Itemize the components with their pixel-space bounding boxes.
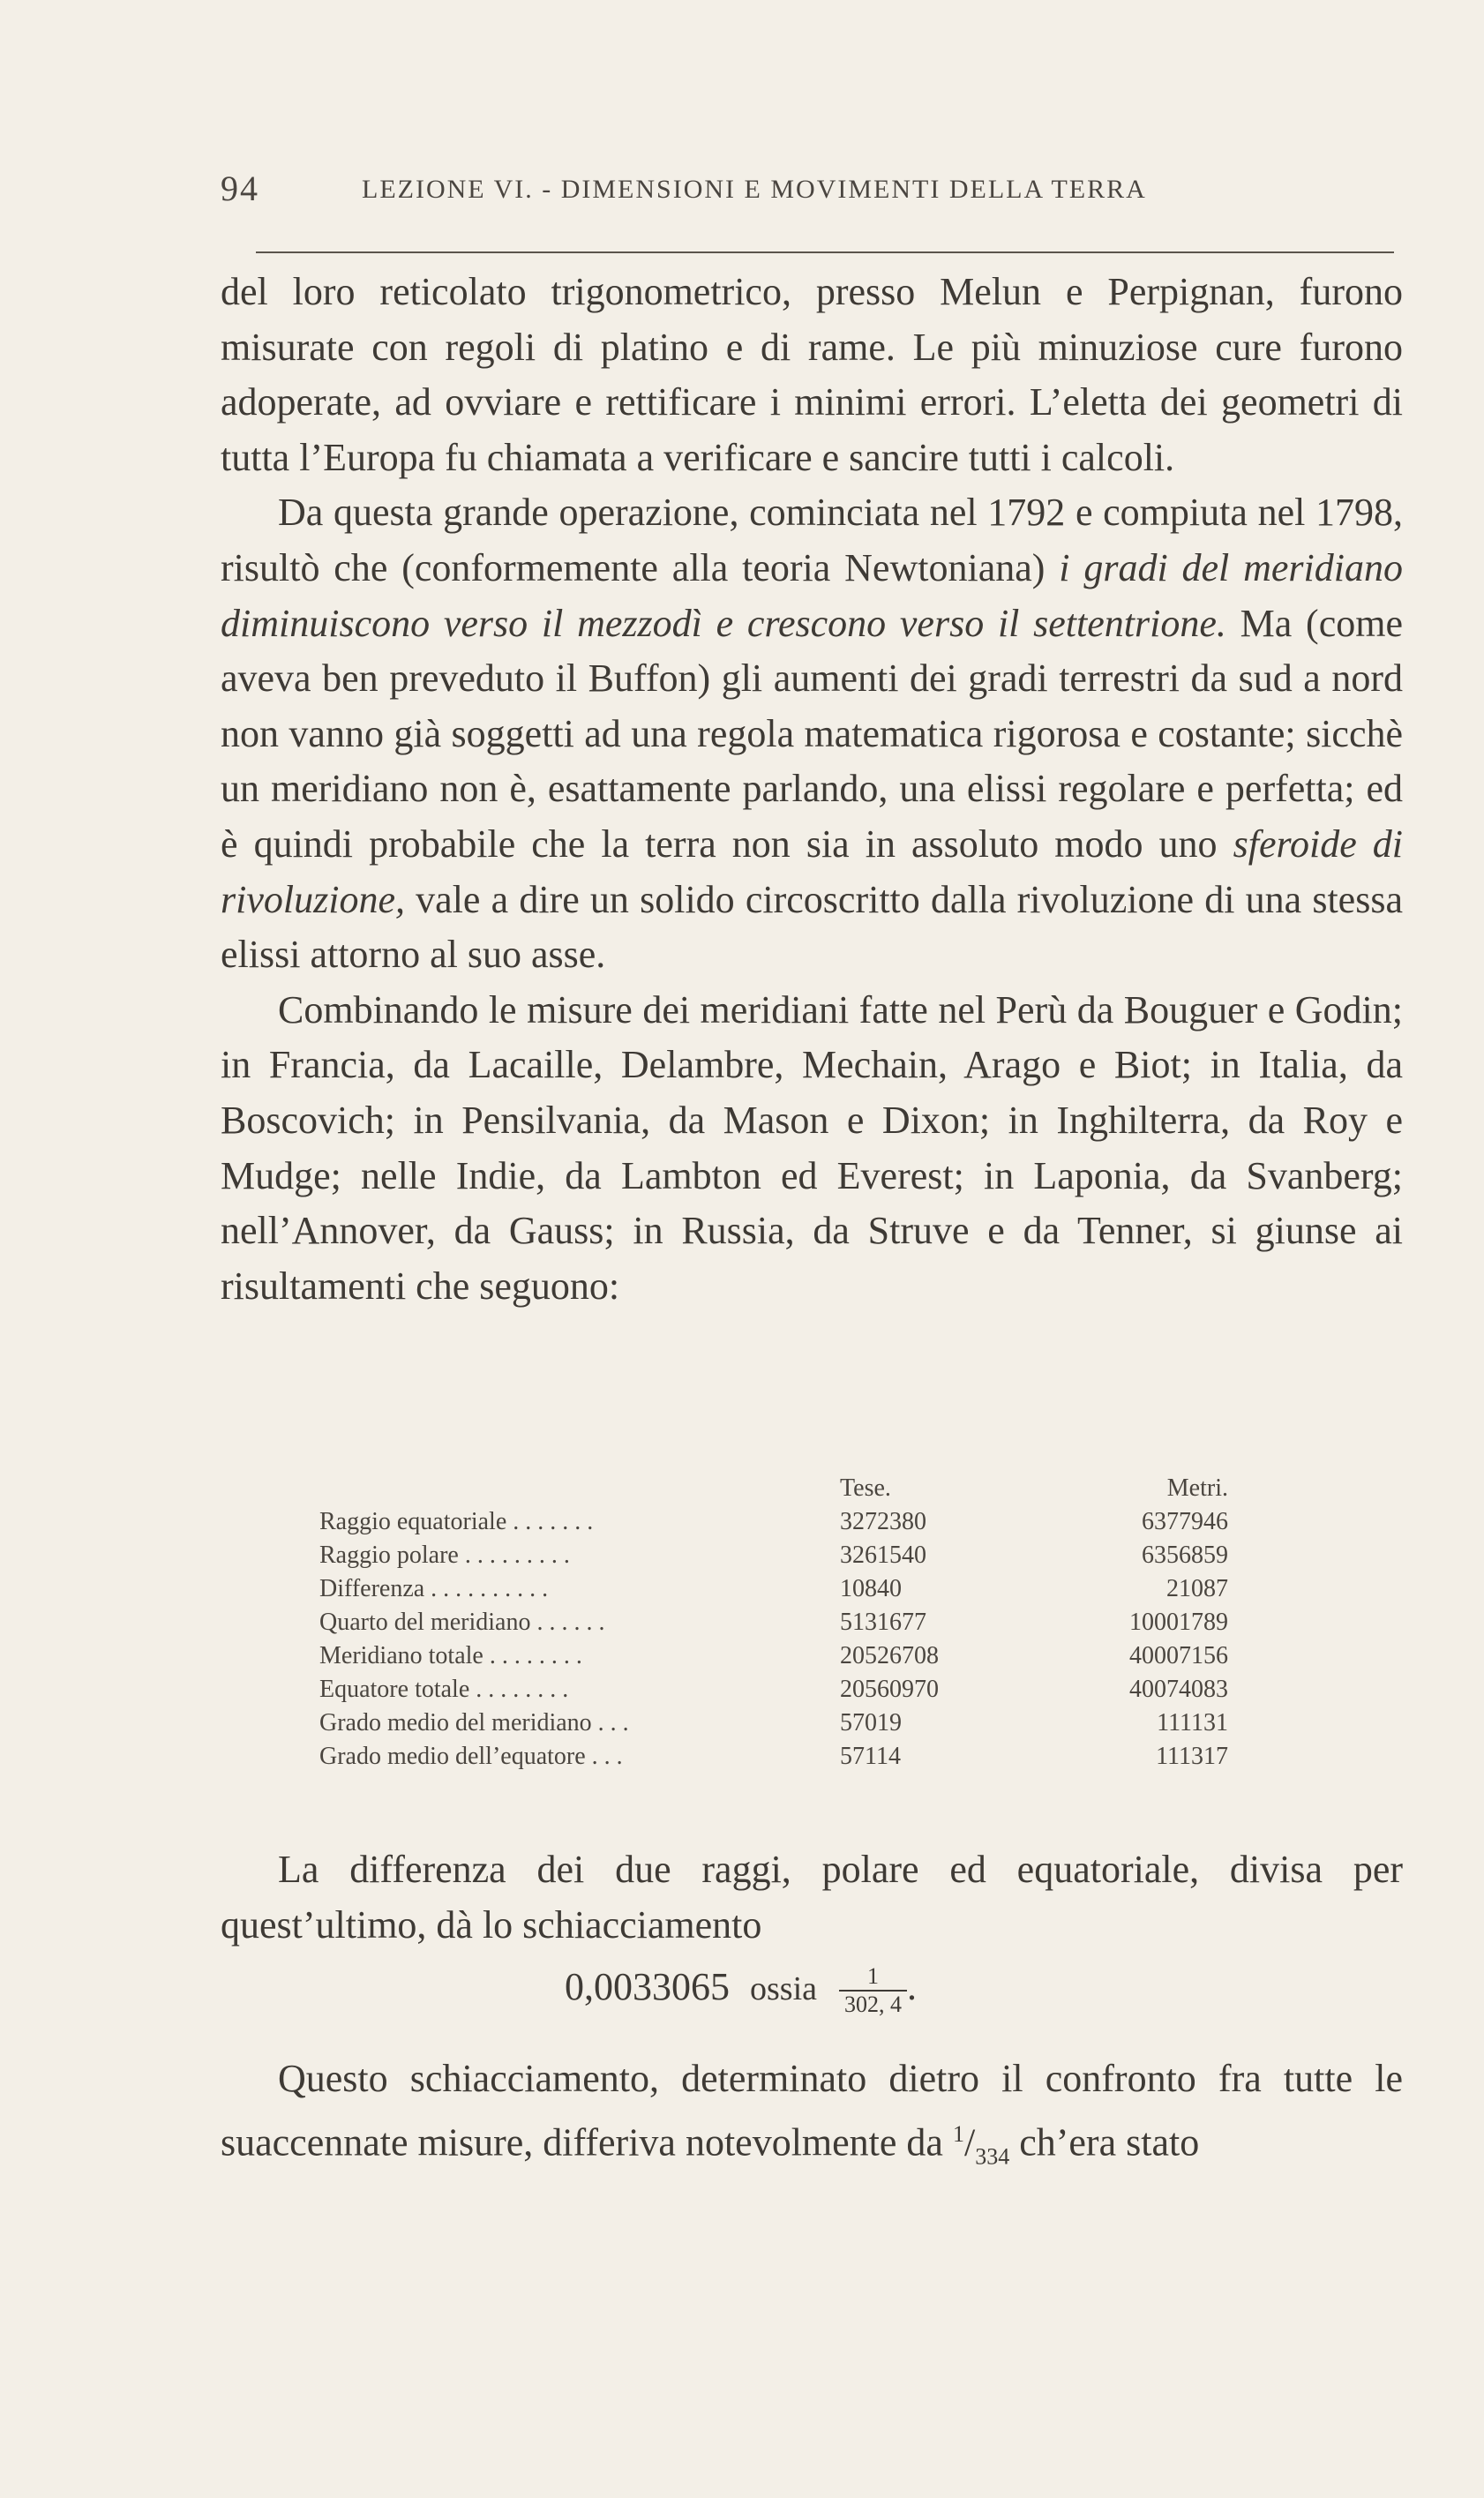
row-label: Quarto del meridiano . . . . . .	[319, 1609, 605, 1636]
row-tese: 57019	[840, 1709, 902, 1737]
paragraph-1: del loro reticolato trigonometrico, presso Melun e Perpignan, furono misurate con regoli di platino e di rame. Le più minuziose cure furono adoperate, ad ovviare e rettificare i minimi errori. L’eletta dei geometri di tutta l’Europa fu chiamata a verificare e sancire tutti i calcoli.	[221, 270, 1403, 479]
table-row	[319, 1673, 1228, 1707]
header-rule	[256, 251, 1394, 253]
row-tese: 20560970	[840, 1676, 939, 1703]
after-table-text	[221, 1842, 1403, 1953]
row-metri: 6356859	[1142, 1542, 1228, 1569]
row-tese: 57114	[840, 1743, 901, 1770]
row-label: Differenza . . . . . . . . . .	[319, 1575, 549, 1602]
paragraph-2-text-b: Ma (come aveva ben preveduto il Buffon) gli aumenti dei gradi terrestri da sud a nord non vanno già soggetti ad una regola matematica rigorosa e costante; sicchè un meridiano non è, esattamente parlando, una elissi regolare e perfetta; ed è quindi probabile che la terra non sia in assoluto modo uno	[221, 601, 1403, 866]
table-row	[319, 1606, 1228, 1639]
row-metri: 40074083	[1129, 1676, 1228, 1703]
paragraph-3: Combinando le misure dei meridiani fatte nel Perù da Bouguer e Godin; in Francia, da Lacaille, Delambre, Mechain, Arago e Biot; in Italia, da Boscovich; in Pensilvania, da Mason e Dixon; in Inghilterra, da Roy e Mudge; nelle Indie, da Lambton ed Everest; in Laponia, da Svanberg; nell’Annover, da Gauss; in Russia, da Struve e da Tenner, si giunse ai risultamenti che seguono:	[221, 987, 1403, 1308]
row-label: Raggio polare . . . . . . . . .	[319, 1542, 570, 1569]
measurements-table	[319, 1472, 1228, 1774]
row-tese: 20526708	[840, 1642, 939, 1669]
inline-fraction-numerator: 1	[952, 2120, 964, 2147]
flattening-formula	[565, 1963, 917, 2018]
table-header-blank	[319, 1472, 840, 1505]
paragraph-2-text-a: Da questa grande operazione, cominciata nel 1792 e compiuta nel 1798, risultò che (conformemente alla teoria Newtoniana)	[221, 491, 1403, 589]
paragraph-2	[221, 485, 1403, 982]
row-label: Raggio equatoriale . . . . . . .	[319, 1508, 594, 1535]
formula-word: ossia	[750, 1970, 817, 2008]
formula-end: .	[907, 1965, 917, 2009]
formula-fraction	[839, 1963, 907, 2018]
row-tese: 3261540	[840, 1542, 926, 1569]
table-row	[319, 1639, 1228, 1673]
main-text	[221, 265, 1403, 1314]
row-label: Grado medio dell’equatore . . .	[319, 1743, 623, 1770]
row-tese: 10840	[840, 1575, 902, 1602]
paragraph-2-italic-b: sferoide di rivoluzione,	[221, 821, 1403, 921]
final-text	[221, 2052, 1403, 2185]
table-row	[319, 1707, 1228, 1740]
row-metri: 10001789	[1129, 1609, 1228, 1636]
row-metri: 111317	[1156, 1743, 1228, 1770]
fraction-denominator: 302, 4	[844, 1992, 902, 2017]
paragraph-2-italic-a: i gradi del meridiano diminuiscono verso il mezzodì e crescono verso il settentrione.	[221, 545, 1403, 645]
row-tese: 5131677	[840, 1609, 926, 1636]
row-metri: 111131	[1157, 1709, 1228, 1737]
page-number: 94	[221, 169, 259, 208]
table-row	[319, 1539, 1228, 1572]
row-label: Equatore totale . . . . . . . .	[319, 1676, 569, 1703]
row-label: Meridiano totale . . . . . . . .	[319, 1642, 582, 1669]
table-row	[319, 1740, 1228, 1774]
formula-value: 0,0033065	[565, 1965, 730, 2009]
paragraph-5-text-b: ch’era stato	[1009, 2120, 1200, 2164]
col-header-tese: Tese.	[840, 1474, 891, 1502]
running-title: LEZIONE VI. - DIMENSIONI E MOVIMENTI DELLA TERRA	[362, 175, 1147, 204]
paragraph-5: Questo schiacciamento, determinato dietro il confronto fra tutte le suaccennate misure, differiva notevolmente da $^1/_{334}$ ch’era stato	[221, 2057, 1403, 2170]
paragraph-2-text-c: vale a dire un solido circoscritto dalla rivoluzione di una stessa elissi attorno al suo asse.	[221, 877, 1403, 977]
table-header-row	[319, 1472, 1228, 1505]
table-row	[319, 1572, 1228, 1606]
row-tese: 3272380	[840, 1508, 926, 1535]
paragraph-5-text-a: Questo schiacciamento, determinato dietro il confronto fra tutte le suaccennate misure, differiva notevolmente da	[221, 2057, 1403, 2164]
col-header-metri: Metri.	[1166, 1474, 1228, 1502]
table-row	[319, 1505, 1228, 1539]
paragraph-4: La differenza dei due raggi, polare ed equatoriale, divisa per quest’ultimo, dà lo schiacciamento	[221, 1848, 1403, 1947]
row-metri: 21087	[1166, 1575, 1228, 1602]
fraction-numerator: 1	[839, 1963, 907, 1992]
inline-fraction-denominator: 334	[975, 2143, 1010, 2170]
row-metri: 40007156	[1129, 1642, 1228, 1669]
row-metri: 6377946	[1142, 1508, 1228, 1535]
row-label: Grado medio del meridiano . . .	[319, 1709, 629, 1737]
